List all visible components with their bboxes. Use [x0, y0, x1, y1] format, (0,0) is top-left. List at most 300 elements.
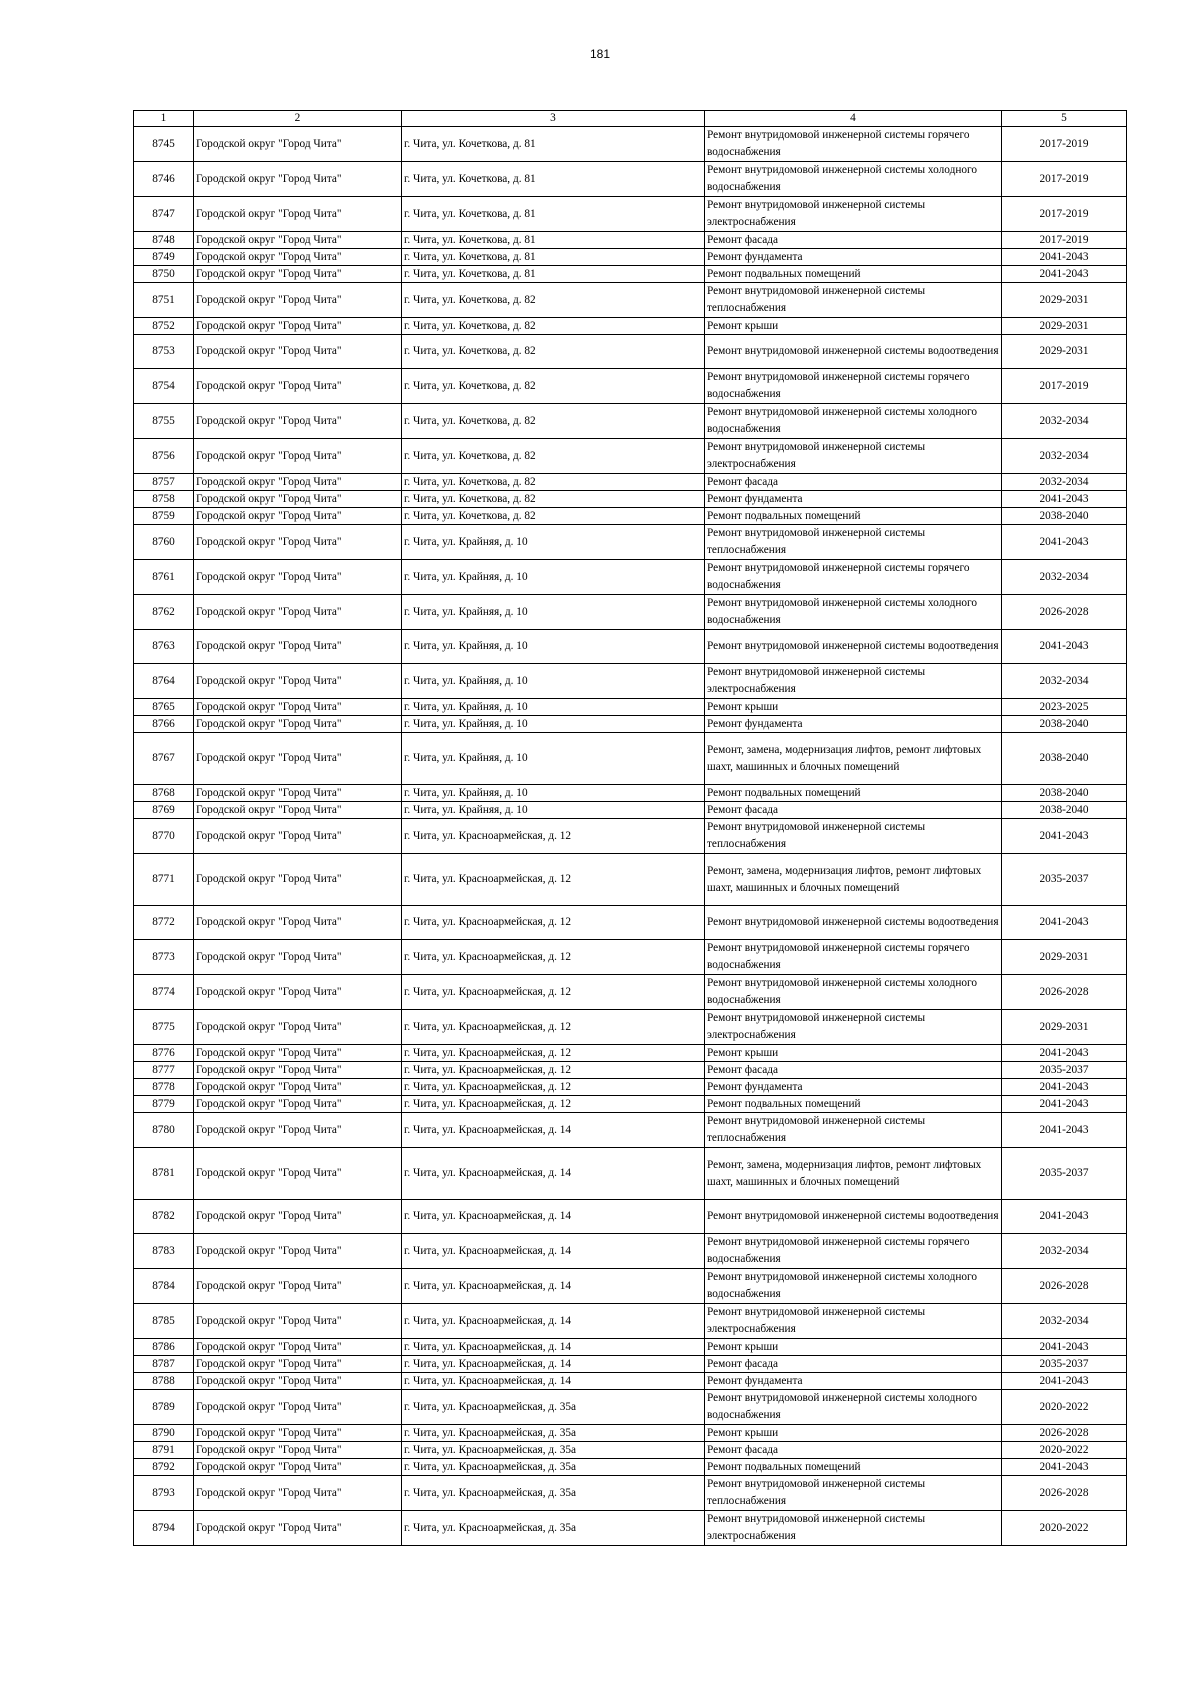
- period-cell: 2041-2043: [1002, 1096, 1127, 1113]
- work-type-cell: Ремонт внутридомовой инженерной системы холодного водоснабжения: [705, 975, 1002, 1010]
- period-cell: 2041-2043: [1002, 630, 1127, 664]
- address-cell: г. Чита, ул. Красноармейская, д. 14: [402, 1148, 705, 1200]
- row-number-cell: 8779: [134, 1096, 194, 1113]
- municipality-cell: Городской округ "Город Чита": [194, 369, 402, 404]
- row-number-cell: 8782: [134, 1200, 194, 1234]
- municipality-cell: Городской округ "Город Чита": [194, 1079, 402, 1096]
- work-type-cell: Ремонт внутридомовой инженерной системы водоотведения: [705, 1200, 1002, 1234]
- table-row: [134, 369, 1127, 404]
- table-row: [134, 785, 1127, 802]
- work-type-cell: Ремонт внутридомовой инженерной системы холодного водоснабжения: [705, 404, 1002, 439]
- municipality-cell: Городской округ "Город Чита": [194, 1476, 402, 1511]
- table-row: [134, 699, 1127, 716]
- period-cell: 2023-2025: [1002, 699, 1127, 716]
- row-number-cell: 8763: [134, 630, 194, 664]
- table-row: [134, 318, 1127, 335]
- row-number-cell: 8748: [134, 232, 194, 249]
- period-cell: 2041-2043: [1002, 525, 1127, 560]
- period-cell: 2017-2019: [1002, 162, 1127, 197]
- work-type-cell: Ремонт крыши: [705, 318, 1002, 335]
- municipality-cell: Городской округ "Город Чита": [194, 854, 402, 906]
- address-cell: г. Чита, ул. Крайняя, д. 10: [402, 525, 705, 560]
- work-type-cell: Ремонт внутридомовой инженерной системы горячего водоснабжения: [705, 127, 1002, 162]
- work-type-cell: Ремонт крыши: [705, 1425, 1002, 1442]
- row-number-cell: 8757: [134, 474, 194, 491]
- municipality-cell: Городской округ "Город Чита": [194, 1356, 402, 1373]
- header-row: [134, 111, 1127, 127]
- work-type-cell: Ремонт, замена, модернизация лифтов, ремонт лифтовых шахт, машинных и блочных помещений: [705, 854, 1002, 906]
- row-number-cell: 8761: [134, 560, 194, 595]
- table-row: [134, 474, 1127, 491]
- table-row: [134, 232, 1127, 249]
- row-number-cell: 8772: [134, 906, 194, 940]
- period-cell: 2026-2028: [1002, 1425, 1127, 1442]
- municipality-cell: Городской округ "Город Чита": [194, 508, 402, 525]
- work-type-cell: Ремонт внутридомовой инженерной системы теплоснабжения: [705, 819, 1002, 854]
- row-number-cell: 8771: [134, 854, 194, 906]
- address-cell: г. Чита, ул. Кочеткова, д. 82: [402, 439, 705, 474]
- municipality-cell: Городской округ "Город Чита": [194, 1373, 402, 1390]
- table-row: [134, 1356, 1127, 1373]
- row-number-cell: 8794: [134, 1511, 194, 1546]
- row-number-cell: 8780: [134, 1113, 194, 1148]
- table-row: [134, 802, 1127, 819]
- table-row: [134, 1304, 1127, 1339]
- address-cell: г. Чита, ул. Красноармейская, д. 14: [402, 1269, 705, 1304]
- work-type-cell: Ремонт внутридомовой инженерной системы теплоснабжения: [705, 1113, 1002, 1148]
- period-cell: 2038-2040: [1002, 716, 1127, 733]
- work-type-cell: Ремонт подвальных помещений: [705, 785, 1002, 802]
- work-type-cell: Ремонт фасада: [705, 232, 1002, 249]
- municipality-cell: Городской округ "Город Чита": [194, 1390, 402, 1425]
- row-number-cell: 8776: [134, 1045, 194, 1062]
- row-number-cell: 8754: [134, 369, 194, 404]
- work-type-cell: Ремонт внутридомовой инженерной системы водоотведения: [705, 906, 1002, 940]
- municipality-cell: Городской округ "Город Чита": [194, 266, 402, 283]
- period-cell: 2038-2040: [1002, 508, 1127, 525]
- table-row: [134, 595, 1127, 630]
- address-cell: г. Чита, ул. Красноармейская, д. 12: [402, 1096, 705, 1113]
- row-number-cell: 8774: [134, 975, 194, 1010]
- row-number-cell: 8773: [134, 940, 194, 975]
- period-cell: 2035-2037: [1002, 854, 1127, 906]
- work-type-cell: Ремонт подвальных помещений: [705, 1096, 1002, 1113]
- period-cell: 2041-2043: [1002, 906, 1127, 940]
- table-row: [134, 1476, 1127, 1511]
- address-cell: г. Чита, ул. Красноармейская, д. 12: [402, 1010, 705, 1045]
- municipality-cell: Городской округ "Город Чита": [194, 1511, 402, 1546]
- municipality-cell: Городской округ "Город Чита": [194, 1304, 402, 1339]
- table-row: [134, 162, 1127, 197]
- work-type-cell: Ремонт фундамента: [705, 1079, 1002, 1096]
- period-cell: 2032-2034: [1002, 439, 1127, 474]
- work-type-cell: Ремонт внутридомовой инженерной системы водоотведения: [705, 335, 1002, 369]
- municipality-cell: Городской округ "Город Чита": [194, 802, 402, 819]
- period-cell: 2038-2040: [1002, 733, 1127, 785]
- period-cell: 2038-2040: [1002, 785, 1127, 802]
- work-type-cell: Ремонт внутридомовой инженерной системы электроснабжения: [705, 439, 1002, 474]
- period-cell: 2017-2019: [1002, 127, 1127, 162]
- work-type-cell: Ремонт фасада: [705, 474, 1002, 491]
- column-header-5: 5: [1002, 111, 1127, 127]
- row-number-cell: 8787: [134, 1356, 194, 1373]
- municipality-cell: Городской округ "Город Чита": [194, 491, 402, 508]
- column-header-3: 3: [402, 111, 705, 127]
- row-number-cell: 8767: [134, 733, 194, 785]
- row-number-cell: 8770: [134, 819, 194, 854]
- table-row: [134, 1096, 1127, 1113]
- table-row: [134, 1459, 1127, 1476]
- period-cell: 2035-2037: [1002, 1356, 1127, 1373]
- period-cell: 2026-2028: [1002, 1476, 1127, 1511]
- period-cell: 2038-2040: [1002, 802, 1127, 819]
- row-number-cell: 8760: [134, 525, 194, 560]
- municipality-cell: Городской округ "Город Чита": [194, 1113, 402, 1148]
- period-cell: 2032-2034: [1002, 1304, 1127, 1339]
- address-cell: г. Чита, ул. Крайняя, д. 10: [402, 560, 705, 595]
- row-number-cell: 8793: [134, 1476, 194, 1511]
- row-number-cell: 8785: [134, 1304, 194, 1339]
- municipality-cell: Городской округ "Город Чита": [194, 906, 402, 940]
- municipality-cell: Городской округ "Город Чита": [194, 819, 402, 854]
- address-cell: г. Чита, ул. Красноармейская, д. 12: [402, 819, 705, 854]
- column-header-4: 4: [705, 111, 1002, 127]
- address-cell: г. Чита, ул. Красноармейская, д. 35а: [402, 1425, 705, 1442]
- period-cell: 2020-2022: [1002, 1390, 1127, 1425]
- row-number-cell: 8749: [134, 249, 194, 266]
- period-cell: 2029-2031: [1002, 335, 1127, 369]
- row-number-cell: 8768: [134, 785, 194, 802]
- work-type-cell: Ремонт крыши: [705, 1045, 1002, 1062]
- table-row: [134, 525, 1127, 560]
- table-row: [134, 819, 1127, 854]
- period-cell: 2041-2043: [1002, 1045, 1127, 1062]
- work-type-cell: Ремонт фасада: [705, 1062, 1002, 1079]
- municipality-cell: Городской округ "Город Чита": [194, 127, 402, 162]
- table-row: [134, 1511, 1127, 1546]
- row-number-cell: 8750: [134, 266, 194, 283]
- address-cell: г. Чита, ул. Крайняя, д. 10: [402, 699, 705, 716]
- municipality-cell: Городской округ "Город Чита": [194, 1062, 402, 1079]
- table-row: [134, 127, 1127, 162]
- work-type-cell: Ремонт внутридомовой инженерной системы теплоснабжения: [705, 525, 1002, 560]
- period-cell: 2035-2037: [1002, 1062, 1127, 1079]
- municipality-cell: Городской округ "Город Чита": [194, 664, 402, 699]
- period-cell: 2041-2043: [1002, 1113, 1127, 1148]
- work-type-cell: Ремонт, замена, модернизация лифтов, ремонт лифтовых шахт, машинных и блочных помещений: [705, 1148, 1002, 1200]
- municipality-cell: Городской округ "Город Чита": [194, 1269, 402, 1304]
- work-type-cell: Ремонт фундамента: [705, 249, 1002, 266]
- period-cell: 2017-2019: [1002, 197, 1127, 232]
- municipality-cell: Городской округ "Город Чита": [194, 785, 402, 802]
- period-cell: 2041-2043: [1002, 1339, 1127, 1356]
- address-cell: г. Чита, ул. Крайняя, д. 10: [402, 664, 705, 699]
- table-row: [134, 854, 1127, 906]
- municipality-cell: Городской округ "Город Чита": [194, 439, 402, 474]
- period-cell: 2032-2034: [1002, 1234, 1127, 1269]
- table-row: [134, 630, 1127, 664]
- municipality-cell: Городской округ "Город Чита": [194, 595, 402, 630]
- municipality-cell: Городской округ "Город Чита": [194, 283, 402, 318]
- table-row: [134, 906, 1127, 940]
- municipality-cell: Городской округ "Город Чита": [194, 733, 402, 785]
- address-cell: г. Чита, ул. Кочеткова, д. 82: [402, 318, 705, 335]
- row-number-cell: 8764: [134, 664, 194, 699]
- period-cell: 2017-2019: [1002, 232, 1127, 249]
- table-row: [134, 1113, 1127, 1148]
- table-row: [134, 266, 1127, 283]
- period-cell: 2029-2031: [1002, 283, 1127, 318]
- address-cell: г. Чита, ул. Красноармейская, д. 35а: [402, 1511, 705, 1546]
- municipality-cell: Городской округ "Город Чита": [194, 699, 402, 716]
- row-number-cell: 8783: [134, 1234, 194, 1269]
- municipality-cell: Городской округ "Город Чита": [194, 630, 402, 664]
- period-cell: 2029-2031: [1002, 940, 1127, 975]
- work-type-cell: Ремонт внутридомовой инженерной системы холодного водоснабжения: [705, 162, 1002, 197]
- address-cell: г. Чита, ул. Крайняя, д. 10: [402, 630, 705, 664]
- municipality-cell: Городской округ "Город Чита": [194, 716, 402, 733]
- address-cell: г. Чита, ул. Крайняя, д. 10: [402, 785, 705, 802]
- row-number-cell: 8784: [134, 1269, 194, 1304]
- table-row: [134, 1339, 1127, 1356]
- table-row: [134, 975, 1127, 1010]
- period-cell: 2041-2043: [1002, 1079, 1127, 1096]
- row-number-cell: 8789: [134, 1390, 194, 1425]
- address-cell: г. Чита, ул. Красноармейская, д. 14: [402, 1304, 705, 1339]
- table-row: [134, 940, 1127, 975]
- table-body: [134, 127, 1127, 1546]
- municipality-cell: Городской округ "Город Чита": [194, 560, 402, 595]
- table-row: [134, 1062, 1127, 1079]
- address-cell: г. Чита, ул. Красноармейская, д. 12: [402, 940, 705, 975]
- table-row: [134, 1442, 1127, 1459]
- repair-schedule-table: [133, 110, 1127, 1546]
- address-cell: г. Чита, ул. Кочеткова, д. 82: [402, 369, 705, 404]
- address-cell: г. Чита, ул. Красноармейская, д. 12: [402, 1062, 705, 1079]
- address-cell: г. Чита, ул. Крайняя, д. 10: [402, 733, 705, 785]
- work-type-cell: Ремонт внутридомовой инженерной системы горячего водоснабжения: [705, 1234, 1002, 1269]
- row-number-cell: 8759: [134, 508, 194, 525]
- work-type-cell: Ремонт крыши: [705, 699, 1002, 716]
- row-number-cell: 8775: [134, 1010, 194, 1045]
- table-row: [134, 1234, 1127, 1269]
- row-number-cell: 8747: [134, 197, 194, 232]
- work-type-cell: Ремонт крыши: [705, 1339, 1002, 1356]
- row-number-cell: 8745: [134, 127, 194, 162]
- row-number-cell: 8778: [134, 1079, 194, 1096]
- row-number-cell: 8788: [134, 1373, 194, 1390]
- period-cell: 2035-2037: [1002, 1148, 1127, 1200]
- period-cell: 2029-2031: [1002, 1010, 1127, 1045]
- column-header-2: 2: [194, 111, 402, 127]
- table-row: [134, 664, 1127, 699]
- municipality-cell: Городской округ "Город Чита": [194, 525, 402, 560]
- table-row: [134, 439, 1127, 474]
- work-type-cell: Ремонт подвальных помещений: [705, 266, 1002, 283]
- address-cell: г. Чита, ул. Кочеткова, д. 82: [402, 404, 705, 439]
- work-type-cell: Ремонт внутридомовой инженерной системы холодного водоснабжения: [705, 595, 1002, 630]
- work-type-cell: Ремонт внутридомовой инженерной системы холодного водоснабжения: [705, 1390, 1002, 1425]
- work-type-cell: Ремонт фасада: [705, 802, 1002, 819]
- address-cell: г. Чита, ул. Кочеткова, д. 81: [402, 249, 705, 266]
- municipality-cell: Городской округ "Город Чита": [194, 1425, 402, 1442]
- municipality-cell: Городской округ "Город Чита": [194, 232, 402, 249]
- municipality-cell: Городской округ "Город Чита": [194, 1442, 402, 1459]
- work-type-cell: Ремонт внутридомовой инженерной системы горячего водоснабжения: [705, 369, 1002, 404]
- address-cell: г. Чита, ул. Красноармейская, д. 12: [402, 1079, 705, 1096]
- table-row: [134, 283, 1127, 318]
- address-cell: г. Чита, ул. Красноармейская, д. 12: [402, 906, 705, 940]
- work-type-cell: Ремонт внутридомовой инженерной системы электроснабжения: [705, 197, 1002, 232]
- address-cell: г. Чита, ул. Кочеткова, д. 81: [402, 197, 705, 232]
- address-cell: г. Чита, ул. Кочеткова, д. 82: [402, 335, 705, 369]
- period-cell: 2026-2028: [1002, 595, 1127, 630]
- municipality-cell: Городской округ "Город Чита": [194, 1010, 402, 1045]
- work-type-cell: Ремонт фундамента: [705, 716, 1002, 733]
- work-type-cell: Ремонт фундамента: [705, 1373, 1002, 1390]
- table-row: [134, 1373, 1127, 1390]
- row-number-cell: 8781: [134, 1148, 194, 1200]
- period-cell: 2020-2022: [1002, 1511, 1127, 1546]
- address-cell: г. Чита, ул. Кочеткова, д. 82: [402, 283, 705, 318]
- municipality-cell: Городской округ "Город Чита": [194, 975, 402, 1010]
- page-number: 181: [589, 47, 611, 61]
- row-number-cell: 8758: [134, 491, 194, 508]
- table-row: [134, 249, 1127, 266]
- table-row: [134, 335, 1127, 369]
- table-row: [134, 1010, 1127, 1045]
- address-cell: г. Чита, ул. Кочеткова, д. 81: [402, 266, 705, 283]
- period-cell: 2026-2028: [1002, 1269, 1127, 1304]
- row-number-cell: 8790: [134, 1425, 194, 1442]
- address-cell: г. Чита, ул. Красноармейская, д. 35а: [402, 1459, 705, 1476]
- municipality-cell: Городской округ "Город Чита": [194, 1234, 402, 1269]
- municipality-cell: Городской округ "Город Чита": [194, 249, 402, 266]
- address-cell: г. Чита, ул. Красноармейская, д. 12: [402, 975, 705, 1010]
- address-cell: г. Чита, ул. Кочеткова, д. 81: [402, 232, 705, 249]
- row-number-cell: 8752: [134, 318, 194, 335]
- municipality-cell: Городской округ "Город Чита": [194, 404, 402, 439]
- address-cell: г. Чита, ул. Красноармейская, д. 35а: [402, 1390, 705, 1425]
- address-cell: г. Чита, ул. Красноармейская, д. 35а: [402, 1476, 705, 1511]
- address-cell: г. Чита, ул. Красноармейская, д. 14: [402, 1356, 705, 1373]
- work-type-cell: Ремонт внутридомовой инженерной системы теплоснабжения: [705, 1476, 1002, 1511]
- table-row: [134, 508, 1127, 525]
- address-cell: г. Чита, ул. Красноармейская, д. 35а: [402, 1442, 705, 1459]
- row-number-cell: 8755: [134, 404, 194, 439]
- address-cell: г. Чита, ул. Крайняя, д. 10: [402, 802, 705, 819]
- address-cell: г. Чита, ул. Красноармейская, д. 14: [402, 1234, 705, 1269]
- work-type-cell: Ремонт внутридомовой инженерной системы горячего водоснабжения: [705, 940, 1002, 975]
- row-number-cell: 8753: [134, 335, 194, 369]
- address-cell: г. Чита, ул. Крайняя, д. 10: [402, 595, 705, 630]
- period-cell: 2032-2034: [1002, 474, 1127, 491]
- municipality-cell: Городской округ "Город Чита": [194, 1096, 402, 1113]
- municipality-cell: Городской округ "Город Чита": [194, 335, 402, 369]
- period-cell: 2032-2034: [1002, 560, 1127, 595]
- period-cell: 2041-2043: [1002, 1459, 1127, 1476]
- table-row: [134, 716, 1127, 733]
- address-cell: г. Чита, ул. Кочеткова, д. 81: [402, 127, 705, 162]
- work-type-cell: Ремонт внутридомовой инженерной системы водоотведения: [705, 630, 1002, 664]
- row-number-cell: 8765: [134, 699, 194, 716]
- row-number-cell: 8769: [134, 802, 194, 819]
- table-row: [134, 1148, 1127, 1200]
- municipality-cell: Городской округ "Город Чита": [194, 1045, 402, 1062]
- address-cell: г. Чита, ул. Красноармейская, д. 12: [402, 854, 705, 906]
- period-cell: 2041-2043: [1002, 819, 1127, 854]
- table-row: [134, 1045, 1127, 1062]
- period-cell: 2017-2019: [1002, 369, 1127, 404]
- row-number-cell: 8762: [134, 595, 194, 630]
- address-cell: г. Чита, ул. Красноармейская, д. 12: [402, 1045, 705, 1062]
- work-type-cell: Ремонт внутридомовой инженерной системы теплоснабжения: [705, 283, 1002, 318]
- period-cell: 2029-2031: [1002, 318, 1127, 335]
- address-cell: г. Чита, ул. Кочеткова, д. 82: [402, 508, 705, 525]
- period-cell: 2041-2043: [1002, 491, 1127, 508]
- period-cell: 2041-2043: [1002, 1200, 1127, 1234]
- row-number-cell: 8766: [134, 716, 194, 733]
- row-number-cell: 8756: [134, 439, 194, 474]
- municipality-cell: Городской округ "Город Чита": [194, 940, 402, 975]
- table-row: [134, 491, 1127, 508]
- municipality-cell: Городской округ "Город Чита": [194, 1200, 402, 1234]
- period-cell: 2032-2034: [1002, 404, 1127, 439]
- municipality-cell: Городской округ "Город Чита": [194, 318, 402, 335]
- address-cell: г. Чита, ул. Красноармейская, д. 14: [402, 1200, 705, 1234]
- table-row: [134, 197, 1127, 232]
- table-row: [134, 1200, 1127, 1234]
- municipality-cell: Городской округ "Город Чита": [194, 1148, 402, 1200]
- address-cell: г. Чита, ул. Красноармейская, д. 14: [402, 1339, 705, 1356]
- work-type-cell: Ремонт внутридомовой инженерной системы электроснабжения: [705, 1304, 1002, 1339]
- table-header: [134, 111, 1127, 127]
- municipality-cell: Городской округ "Город Чита": [194, 474, 402, 491]
- address-cell: г. Чита, ул. Кочеткова, д. 81: [402, 162, 705, 197]
- column-header-1: 1: [134, 111, 194, 127]
- address-cell: г. Чита, ул. Кочеткова, д. 82: [402, 491, 705, 508]
- period-cell: 2020-2022: [1002, 1442, 1127, 1459]
- work-type-cell: Ремонт фасада: [705, 1356, 1002, 1373]
- municipality-cell: Городской округ "Город Чита": [194, 197, 402, 232]
- row-number-cell: 8792: [134, 1459, 194, 1476]
- address-cell: г. Чита, ул. Красноармейская, д. 14: [402, 1113, 705, 1148]
- row-number-cell: 8751: [134, 283, 194, 318]
- work-type-cell: Ремонт подвальных помещений: [705, 508, 1002, 525]
- municipality-cell: Городской округ "Город Чита": [194, 1459, 402, 1476]
- row-number-cell: 8791: [134, 1442, 194, 1459]
- table-row: [134, 733, 1127, 785]
- municipality-cell: Городской округ "Город Чита": [194, 162, 402, 197]
- work-type-cell: Ремонт фундамента: [705, 491, 1002, 508]
- table-row: [134, 1269, 1127, 1304]
- table-row: [134, 1079, 1127, 1096]
- work-type-cell: Ремонт фасада: [705, 1442, 1002, 1459]
- period-cell: 2032-2034: [1002, 664, 1127, 699]
- address-cell: г. Чита, ул. Красноармейская, д. 14: [402, 1373, 705, 1390]
- row-number-cell: 8777: [134, 1062, 194, 1079]
- period-cell: 2026-2028: [1002, 975, 1127, 1010]
- table-row: [134, 404, 1127, 439]
- work-type-cell: Ремонт внутридомовой инженерной системы горячего водоснабжения: [705, 560, 1002, 595]
- period-cell: 2041-2043: [1002, 249, 1127, 266]
- row-number-cell: 8786: [134, 1339, 194, 1356]
- municipality-cell: Городской округ "Город Чита": [194, 1339, 402, 1356]
- work-type-cell: Ремонт внутридомовой инженерной системы электроснабжения: [705, 1511, 1002, 1546]
- address-cell: г. Чита, ул. Кочеткова, д. 82: [402, 474, 705, 491]
- row-number-cell: 8746: [134, 162, 194, 197]
- work-type-cell: Ремонт внутридомовой инженерной системы электроснабжения: [705, 1010, 1002, 1045]
